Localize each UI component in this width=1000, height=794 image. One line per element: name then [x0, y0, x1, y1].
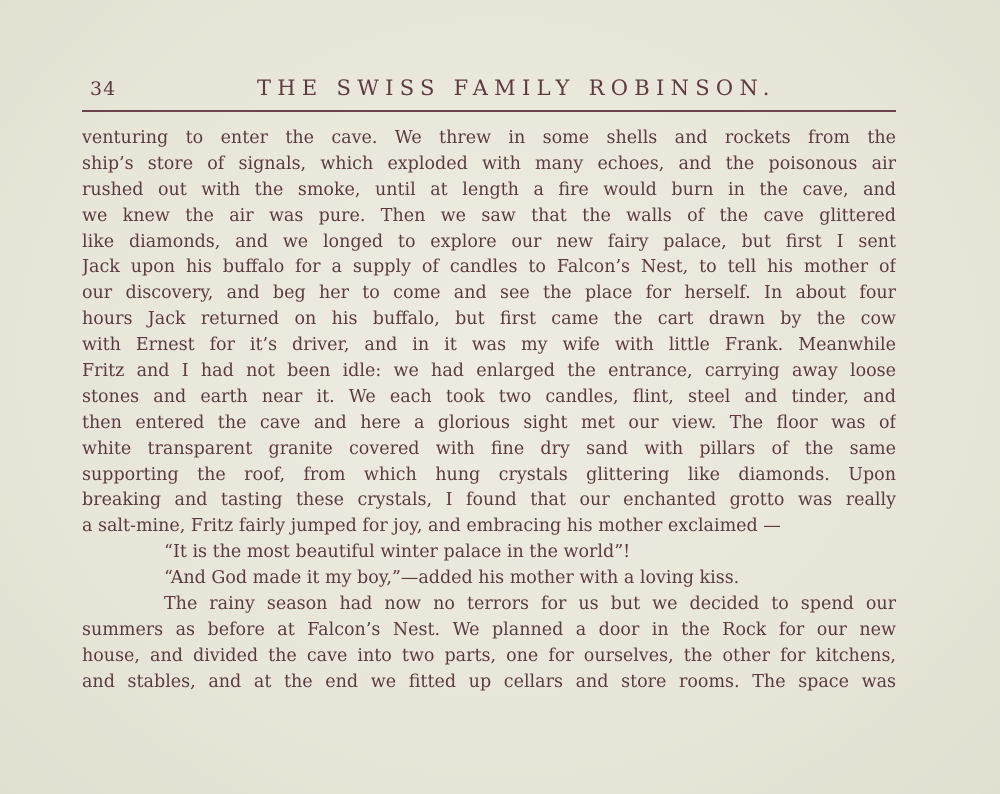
text-line: “And God made it my boy,”—added his mother with a loving kiss.	[164, 568, 740, 589]
text-line: our discovery, and beg her to come and see the place for herself. In about four	[82, 283, 896, 304]
page-number: 34	[90, 78, 117, 100]
text-line: and stables, and at the end we fitted up cellars and store rooms. The space was	[82, 671, 896, 692]
text-line: house, and divided the cave into two parts, one for ourselves, the other for kitchens,	[82, 645, 896, 666]
text-line: stones and earth near it. We each took two candles, flint, steel and tinder, and	[82, 386, 896, 407]
text-line: summers as before at Falcon’s Nest. We planned a door in the Rock for our new	[82, 619, 896, 640]
text-line: like diamonds, and we longed to explore our new fairy palace, but first I sent	[82, 231, 896, 252]
text-line: venturing to enter the cave. We threw in some shells and rockets from the	[82, 128, 896, 148]
text-line: Fritz and I had not been idle: we had enlarged the entrance, carrying away loose	[82, 361, 896, 382]
running-title: THE SWISS FAMILY ROBINSON.	[257, 76, 776, 100]
text-line: breaking and tasting these crystals, I found that our enchanted grotto was really	[82, 490, 896, 511]
body-text	[82, 126, 896, 696]
text-line: supporting the roof, from which hung crystals glittering like diamonds. Upon	[82, 464, 896, 485]
text-line: then entered the cave and here a glorious sight met our view. The floor was of	[82, 412, 896, 433]
text-line: a salt-mine, Fritz fairly jumped for joy, and embracing his mother exclaimed —	[82, 516, 781, 537]
text-line: we knew the air was pure. Then we saw that the walls of the cave glittered	[82, 205, 896, 226]
text-line: Jack upon his buffalo for a supply of candles to Falcon’s Nest, to tell his mother of	[82, 257, 896, 278]
text-line: white transparent granite covered with fine dry sand with pillars of the same	[82, 438, 896, 459]
text-line: hours Jack returned on his buffalo, but first came the cart drawn by the cow	[82, 309, 896, 330]
text-line: rushed out with the smoke, until at length a fire would burn in the cave, and	[82, 179, 896, 200]
text-line: with Ernest for it’s driver, and in it was my wife with little Frank. Meanwhile	[82, 335, 896, 356]
text-line: “It is the most beautiful winter palace in the world”!	[164, 542, 631, 563]
header-rule	[82, 110, 896, 112]
text-line: ship’s store of signals, which exploded with many echoes, and the poisonous air	[82, 153, 896, 174]
text-line: The rainy season had now no terrors for us but we decided to spend our	[164, 594, 896, 615]
page-header	[82, 76, 896, 106]
